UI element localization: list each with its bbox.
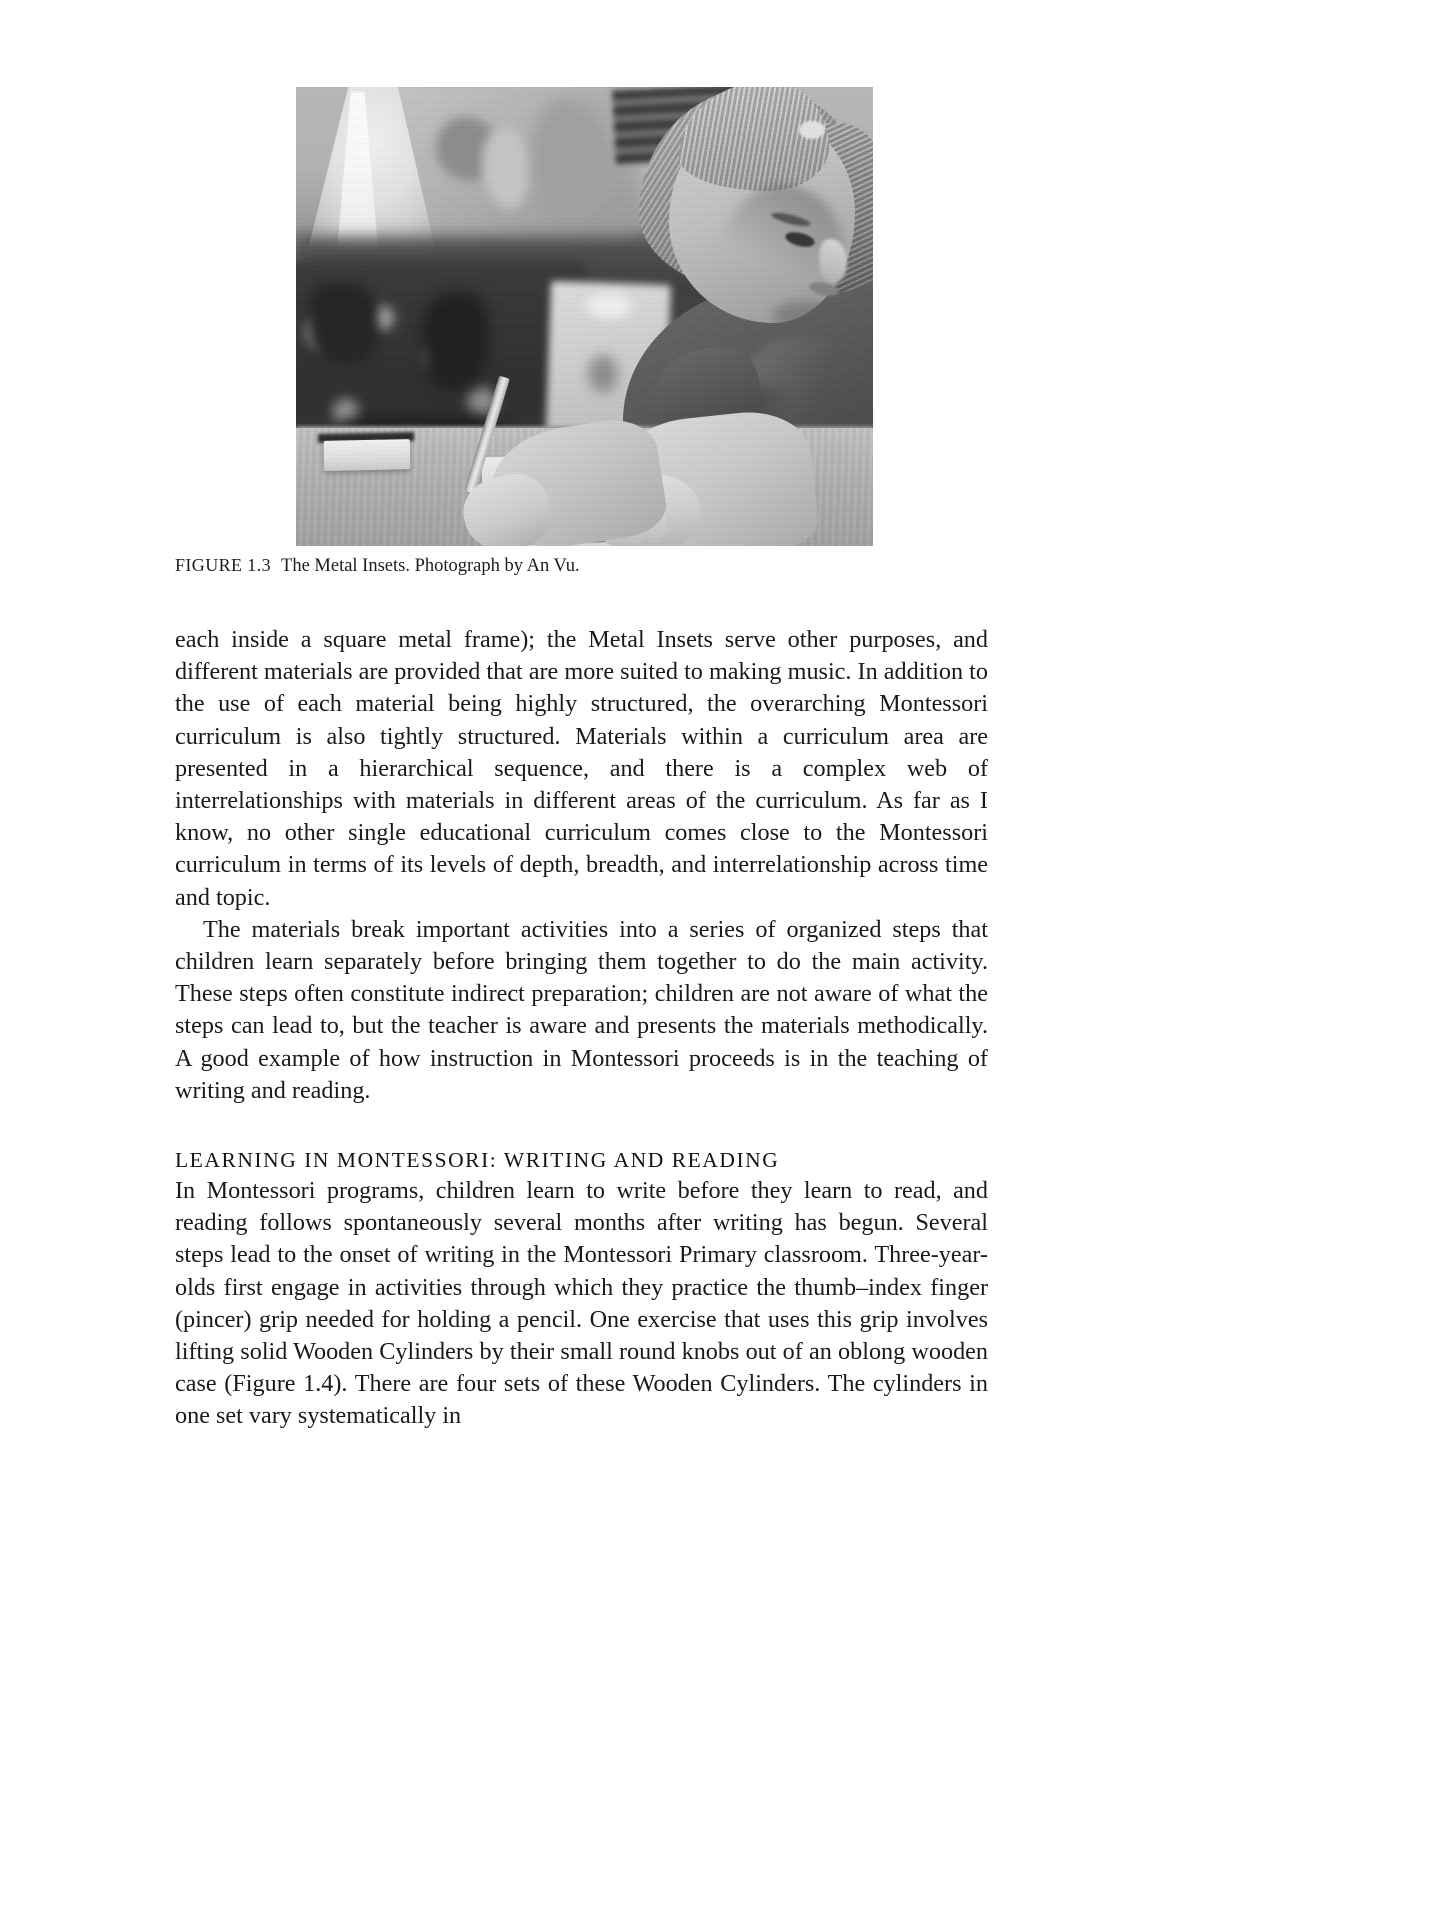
figure-caption — [175, 553, 988, 579]
photo-hair-tie — [799, 121, 825, 139]
photo-shadow-shape — [308, 283, 378, 363]
section-heading: LEARNING IN MONTESSORI: WRITING AND READING — [175, 1148, 780, 1173]
photo-shadow-shape — [422, 293, 488, 389]
figure-caption-text: The Metal Insets. Photograph by An Vu. — [281, 556, 580, 576]
body-paragraph-2: The materials break important activities into a series of organized steps that children learn separately before bringing them together to do the main activity. These steps often constitute indirect preparation; children are not aware of what the steps can lead to, but the teacher is aware and presents the materials methodically. A good example of how instruction in Montessori proceeds is in the teaching of writing and reading. — [175, 915, 988, 1104]
section-paragraph-1: In Montessori programs, children learn to write before they learn to read, and reading follows spontaneously several months after writing has begun. Several steps lead to the onset of writing in the Montessori Primary classroom. Three-year-olds first engage in activities through which they practice the thumb–index finger (pincer) grip needed for holding a pencil. One exercise that uses this grip involves lifting solid Wooden Cylinders by their small round knobs out of an oblong wooden case (Figure 1.4). There are four sets of these Wooden Cylinders. The cylinders in one set vary systematically in — [175, 1176, 988, 1430]
body-text-column — [175, 624, 988, 1433]
figure-caption-label: FIGURE 1.3 — [175, 555, 272, 575]
figure-photograph — [296, 87, 873, 546]
photo-paper-shadow — [588, 355, 618, 393]
photo-white-block — [324, 439, 411, 471]
photo-metal-insets — [296, 87, 873, 546]
figure-1-3 — [175, 87, 988, 546]
body-paragraph-1: each inside a square metal frame); the Metal Insets serve other purposes, and different materials are provided that are more suited to making music. In addition to the use of each material being highly structured, the overarching Montessori curriculum is also tightly structured. Materials within a curriculum area are presented in a hierarchical sequence, and there is a complex web of interrelationships with materials in different areas of the curriculum. As far as I know, no other single educational curriculum comes close to the Montessori curriculum in terms of its levels of depth, breadth, and interrelationship across time and topic. — [175, 626, 988, 911]
photo-chin-shadow — [773, 301, 833, 329]
photo-girl-nose — [819, 239, 847, 283]
photo-paper-highlight — [586, 293, 632, 319]
